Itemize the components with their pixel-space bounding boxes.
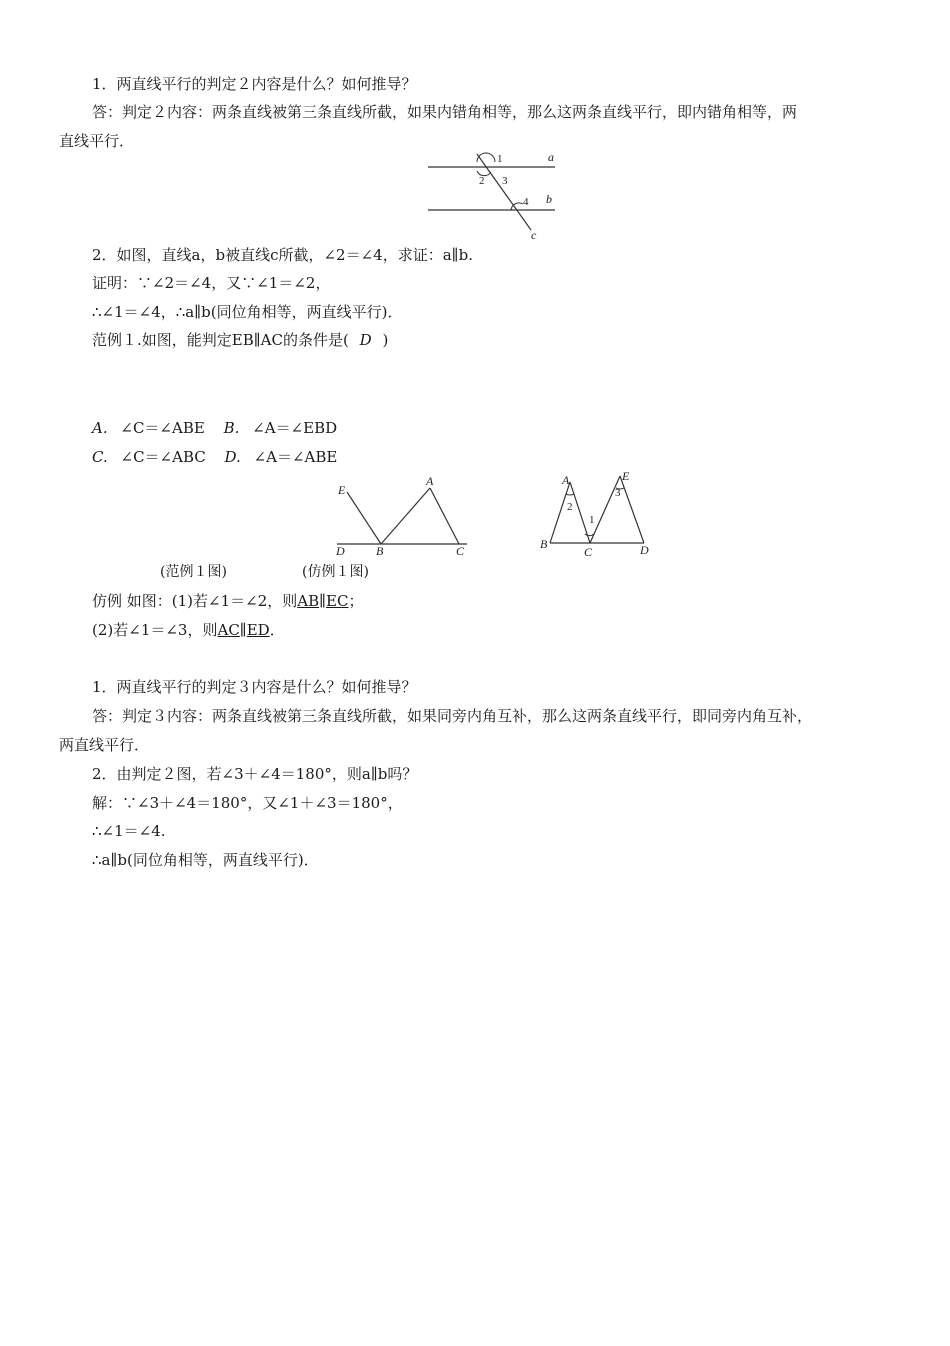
point-label-d: D xyxy=(336,544,345,558)
option-d-letter: D. xyxy=(224,448,241,466)
point-label-b: B xyxy=(376,544,384,558)
imitate-line-2-prefix: (2)若∠1＝∠3，则 xyxy=(92,621,218,639)
example-1-prefix: 范例１.如图，能判定EB∥AC的条件是( xyxy=(92,331,349,349)
imitate-point-d: D xyxy=(640,543,649,557)
imitate-1-figure xyxy=(538,466,656,562)
imitate-question-1 xyxy=(92,590,364,612)
period: ． xyxy=(269,621,285,639)
proof-line-2: ∴∠1＝∠4，∴a∥b(同位角相等，两直线平行)． xyxy=(92,303,403,321)
imitate-point-b: B xyxy=(540,537,548,551)
option-b-text: ∠A＝∠EBD xyxy=(252,419,338,437)
angle-label-2: 2 xyxy=(479,175,485,187)
semicolon: ； xyxy=(348,592,364,610)
question-3: 1．两直线平行的判定３内容是什么？如何推导？ xyxy=(92,678,417,696)
solution-line-2: ∴∠1＝∠4. xyxy=(92,822,166,840)
imitate-prefix: 仿例 如图：(1)若∠1＝∠2，则 xyxy=(92,592,298,610)
option-a-text: ∠C＝∠ABE xyxy=(120,419,205,437)
angle-label-4: 4 xyxy=(523,196,529,208)
line-label-b: b xyxy=(546,192,552,206)
example-1-question xyxy=(92,329,388,351)
answer-3-line-2: 两直线平行． xyxy=(59,736,150,754)
options-row-2 xyxy=(92,446,337,468)
imitate-answer-ab: AB xyxy=(297,592,320,610)
parallel-symbol: ∥ xyxy=(239,621,247,639)
options-row-1 xyxy=(92,417,337,439)
parallel-lines-figure xyxy=(425,148,565,240)
example-1-answer: D xyxy=(359,331,372,349)
solution-line-3: ∴a∥b(同位角相等，两直线平行)． xyxy=(92,851,319,869)
caption-imitate-1: (仿例１图) xyxy=(302,564,369,580)
option-c-text: ∠C＝∠ABC xyxy=(120,448,206,466)
answer-1-line-1: 答：判定２内容：两条直线被第三条直线所截，如果内错角相等，那么这两条直线平行，即内错角相等，两 xyxy=(92,103,798,121)
answer-3-line-1: 答：判定３内容：两条直线被第三条直线所截，如果同旁内角互补，那么这两条直线平行，即同旁内角互补， xyxy=(92,707,813,725)
line-label-c: c xyxy=(531,228,537,240)
parallel-symbol: ∥ xyxy=(319,592,327,610)
caption-example-1: (范例１图) xyxy=(160,564,227,580)
imitate-angle-1: 1 xyxy=(589,514,595,526)
imitate-angle-3: 3 xyxy=(615,487,621,499)
solution-line-1: 解：∵∠3＋∠4＝180°，又∠1＋∠3＝180°， xyxy=(92,794,403,812)
imitate-answer-ec: EC xyxy=(326,592,349,610)
question-1: 1．两直线平行的判定２内容是什么？如何推导？ xyxy=(92,75,417,93)
imitate-answer-ed: ED xyxy=(246,621,270,639)
imitate-point-a: A xyxy=(562,473,570,487)
option-b-letter: B. xyxy=(223,419,240,437)
angle-label-1: 1 xyxy=(497,153,503,165)
example-1-figure xyxy=(332,470,472,562)
point-label-e: E xyxy=(338,483,346,497)
option-a-letter: A. xyxy=(92,419,108,437)
line-label-a: a xyxy=(548,150,554,164)
point-label-c: C xyxy=(456,544,465,558)
imitate-point-e: E xyxy=(622,469,630,483)
proof-line-1: 证明：∵∠2＝∠4，又∵∠1＝∠2， xyxy=(92,274,331,292)
example-1-suffix: ) xyxy=(382,331,389,349)
question-2: 2．如图，直线a，b被直线c所截，∠2＝∠4，求证：a∥b. xyxy=(92,246,473,264)
option-d-text: ∠A＝∠ABE xyxy=(253,448,338,466)
question-4: 2．由判定２图，若∠3＋∠4＝180°，则a∥b吗？ xyxy=(92,765,418,783)
angle-label-3: 3 xyxy=(502,175,508,187)
option-c-letter: C. xyxy=(92,448,108,466)
imitate-question-2 xyxy=(92,619,285,641)
imitate-point-c: C xyxy=(584,545,593,559)
imitate-answer-ac: AC xyxy=(217,621,240,639)
answer-1-line-2: 直线平行． xyxy=(59,132,135,150)
imitate-angle-2: 2 xyxy=(567,501,573,513)
point-label-a: A xyxy=(426,474,434,488)
